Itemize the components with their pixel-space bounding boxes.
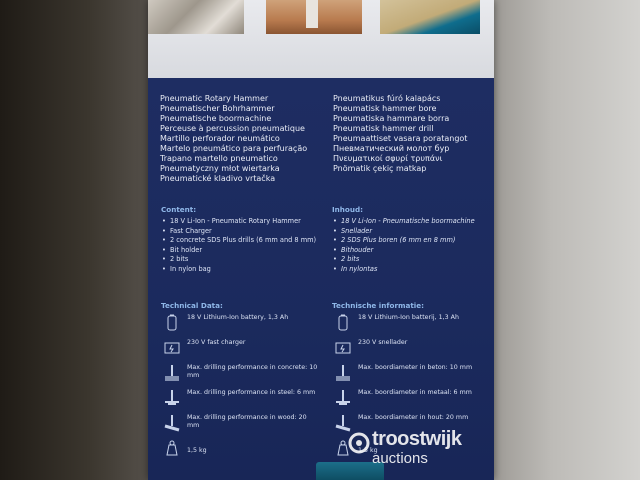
tech-section-en xyxy=(161,300,326,463)
lang-name: Pneumatikus fúró kalapács xyxy=(333,94,441,103)
background-left xyxy=(0,0,148,480)
lang-name: Pneumatischer Bohrhammer xyxy=(160,104,275,113)
lang-name: Pnömatik çekiç matkap xyxy=(333,164,427,173)
tech-row xyxy=(161,388,326,413)
tech-text: 230 V snellader xyxy=(358,339,408,346)
tech-row xyxy=(161,438,326,463)
lang-name: Pneumatické kladivo vrtačka xyxy=(160,174,276,183)
content-item: • Bithouder xyxy=(332,246,497,256)
lang-name: Πνευματικοί σφυρί τρυπάνι xyxy=(333,154,443,163)
lang-name: Пневматический молот бур xyxy=(333,144,450,153)
language-list-left xyxy=(160,94,322,184)
content-item: • 2 concrete SDS Plus drills (6 mm and 8 mm) xyxy=(161,236,326,246)
product-photo-tool xyxy=(380,0,480,34)
lang-name: Martelo pneumático para perfuração xyxy=(160,144,308,153)
content-heading: Content: xyxy=(161,205,197,214)
lang-name: Pneumatiska hammare borra xyxy=(333,114,450,123)
weight-value: 1,5 kg xyxy=(358,447,378,454)
tech-text: Max. drilling performance in wood: 20 mm xyxy=(187,414,307,429)
lang-name: Pneumatyczny młot wiertarka xyxy=(160,164,280,173)
content-item: • Snellader xyxy=(332,227,497,237)
tech-heading: Technical Data: xyxy=(161,301,223,310)
content-heading: Inhoud: xyxy=(332,205,363,214)
steel-drill-icon xyxy=(334,389,352,407)
concrete-drill-icon xyxy=(163,364,181,382)
charger-icon xyxy=(163,339,181,357)
tech-row xyxy=(332,313,497,338)
lang-name: Martillo perforador neumático xyxy=(160,134,280,143)
content-item: • 18 V Li-Ion - Pneumatic Rotary Hammer xyxy=(161,217,326,227)
tech-text: Max. boordiameter in hout: 20 mm xyxy=(358,414,469,421)
tech-text: 18 V Lithium-Ion batterij, 1,3 Ah xyxy=(358,314,459,321)
content-item: • In nylontas xyxy=(332,265,497,275)
lang-name: Pneumaattiset vasara poratangot xyxy=(333,134,468,143)
battery-icon xyxy=(334,314,352,332)
troostwijk-logo-icon xyxy=(348,432,370,454)
content-item: • 2 bits xyxy=(332,255,497,265)
lang-name: Trapano martello pneumatico xyxy=(160,154,278,163)
watermark-sub: auctions xyxy=(372,450,428,467)
weight-value: 1,5 kg xyxy=(187,447,207,454)
lang-name: Perceuse à percussion pneumatique xyxy=(160,124,305,133)
tech-row xyxy=(332,388,497,413)
lang-name: Pneumatisk hammer bore xyxy=(333,104,437,113)
language-list-right xyxy=(333,94,495,174)
weight-icon xyxy=(163,439,181,457)
content-item: • 18 V Li-Ion - Pneumatische boormachine xyxy=(332,217,497,227)
lang-name: Pneumatic Rotary Hammer xyxy=(160,94,269,103)
content-section-nl xyxy=(332,204,497,274)
tech-row xyxy=(161,313,326,338)
content-item: • 2 bits xyxy=(161,255,326,265)
content-section-en xyxy=(161,204,326,274)
tech-text: Max. boordiameter in beton: 10 mm xyxy=(358,364,473,371)
tech-text: 18 V Lithium-Ion battery, 1,3 Ah xyxy=(187,314,289,321)
product-box xyxy=(148,0,494,480)
watermark xyxy=(348,428,488,476)
tech-row xyxy=(332,338,497,363)
tech-text: Max. drilling performance in concrete: 10 mm xyxy=(187,364,318,379)
tech-text: Max. drilling performance in steel: 6 mm xyxy=(187,389,316,396)
box-top-panel xyxy=(148,0,494,78)
steel-drill-icon xyxy=(163,389,181,407)
concrete-drill-icon xyxy=(334,364,352,382)
tech-text: 230 V fast charger xyxy=(187,339,246,346)
background-right xyxy=(492,0,640,480)
product-photo-concrete xyxy=(148,0,244,34)
watermark-brand: troostwijk xyxy=(372,428,462,450)
battery-icon xyxy=(163,314,181,332)
tech-text: Max. boordiameter in metaal: 6 mm xyxy=(358,389,472,396)
content-item: • In nylon bag xyxy=(161,265,326,275)
wood-drill-icon xyxy=(163,414,181,432)
content-item: • 2 SDS Plus boren (6 mm en 8 mm) xyxy=(332,236,497,246)
tech-row xyxy=(161,413,326,438)
content-item: • Fast Charger xyxy=(161,227,326,237)
content-item: • Bit holder xyxy=(161,246,326,256)
charger-icon xyxy=(334,339,352,357)
tech-row xyxy=(161,363,326,388)
lang-name: Pneumatisk hammer drill xyxy=(333,124,434,133)
lang-name: Pneumatische boormachine xyxy=(160,114,272,123)
tech-row xyxy=(332,363,497,388)
tech-row xyxy=(161,338,326,363)
tech-heading: Technische informatie: xyxy=(332,301,424,310)
product-photo-wood xyxy=(266,0,362,34)
